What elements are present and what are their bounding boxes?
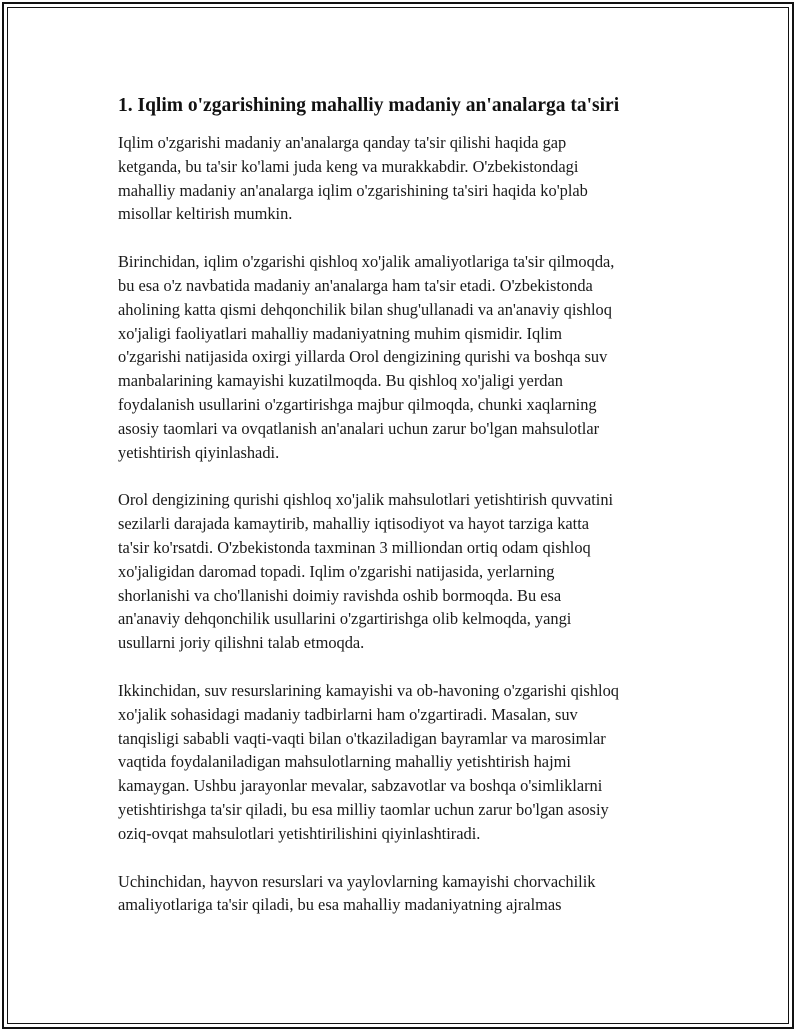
text-line: shorlanishi va cho'llanishi doimiy ravishda oshib bormoqda. Bu esa: [118, 585, 562, 605]
text-line: manbalarining kamayishi kuzatilmoqda. Bu qishloq xo'jaligi yerdan: [118, 371, 563, 391]
paragraph-3: [118, 488, 680, 655]
text-line: xo'jalik sohasidagi madaniy tadbirlarni ham o'zgartiradi. Masalan, suv: [118, 704, 578, 724]
text-line: bu esa o'z navbatida madaniy an'analarga ham ta'sir etadi. O'zbekistonda: [118, 275, 593, 295]
text-line: sezilarli darajada kamaytirib, mahalliy iqtisodiyot va hayot tarziga katta: [118, 514, 590, 534]
text-line: an'anaviy dehqonchilik usullarini o'zgartirishga olib kelmoqda, yangi: [118, 609, 572, 629]
text-line: ta'sir ko'rsatdi. O'zbekistonda taxminan 3 milliondan ortiq odam qishloq: [118, 537, 591, 557]
text-line: foydalanish usullarini o'zgartirishga majbur qilmoqda, chunki xaqlarning: [118, 394, 597, 414]
text-line: ketganda, bu ta'sir ko'lami juda keng va murakkabdir. O'zbekistondagi: [118, 156, 579, 176]
paragraph-4: [118, 679, 680, 846]
text-line: mahalliy madaniy an'analarga iqlim o'zgarishining ta'siri haqida ko'plab: [118, 180, 588, 200]
text-line: usullarni joriy qilishni talab etmoqda.: [118, 633, 365, 653]
text-line: Birinchidan, iqlim o'zgarishi qishloq xo'jalik amaliyotlariga ta'sir qilmoqda,: [118, 252, 615, 272]
text-line: asosiy taomlari va ovqatlanish an'analari uchun zarur bo'lgan mahsulotlar: [118, 418, 600, 438]
text-line: Iqlim o'zgarishi madaniy an'analarga qanday ta'sir qilishi haqida gap: [118, 133, 567, 152]
document-body: [118, 93, 680, 941]
text-line: tanqisligi sababli vaqti-vaqti bilan o'tkaziladigan bayramlar va marosimlar: [118, 728, 606, 748]
paragraph-5: [118, 870, 680, 918]
section-heading: 1. Iqlim o'zgarishining mahalliy madaniy an'analarga ta'siri: [118, 95, 620, 116]
text-line: vaqtida foydalaniladigan mahsulotlarning mahalliy yetishtirish hajmi: [118, 752, 571, 772]
text-line: aholining katta qismi dehqonchilik bilan shug'ullanadi va an'anaviy qishloq: [118, 299, 612, 319]
text-line: Orol dengizining qurishi qishloq xo'jalik mahsulotlari yetishtirish quvvatini: [118, 490, 614, 510]
text-line: xo'jaligi faoliyatlari mahalliy madaniyatning muhim qismidir. Iqlim: [118, 323, 563, 343]
text-line: kamaygan. Ushbu jarayonlar mevalar, sabzavotlar va boshqa o'simliklarni: [118, 776, 603, 796]
paragraph-2: [118, 250, 680, 464]
text-line: amaliyotlariga ta'sir qiladi, bu esa mahalliy madaniyatning ajralmas: [118, 895, 562, 915]
text-line: misollar keltirish mumkin.: [118, 204, 293, 224]
text-line: o'zgarishi natijasida oxirgi yillarda Orol dengizining qurishi va boshqa suv: [118, 347, 608, 367]
text-line: xo'jaligidan daromad topadi. Iqlim o'zgarishi natijasida, yerlarning: [118, 561, 555, 581]
text-line: Ikkinchidan, suv resurslarining kamayishi va ob-havoning o'zgarishi qishloq: [118, 680, 619, 700]
text-line: Uchinchidan, hayvon resurslari va yaylovlarning kamayishi chorvachilik: [118, 871, 596, 891]
text-line: yetishtirishga ta'sir qiladi, bu esa milliy taomlar uchun zarur bo'lgan asosiy: [118, 799, 609, 819]
paragraph-1: [118, 131, 680, 226]
text-line: oziq-ovqat mahsulotlari yetishtirilishini qiyinlashtiradi.: [118, 823, 481, 843]
text-line: yetishtirish qiyinlashadi.: [118, 442, 280, 462]
